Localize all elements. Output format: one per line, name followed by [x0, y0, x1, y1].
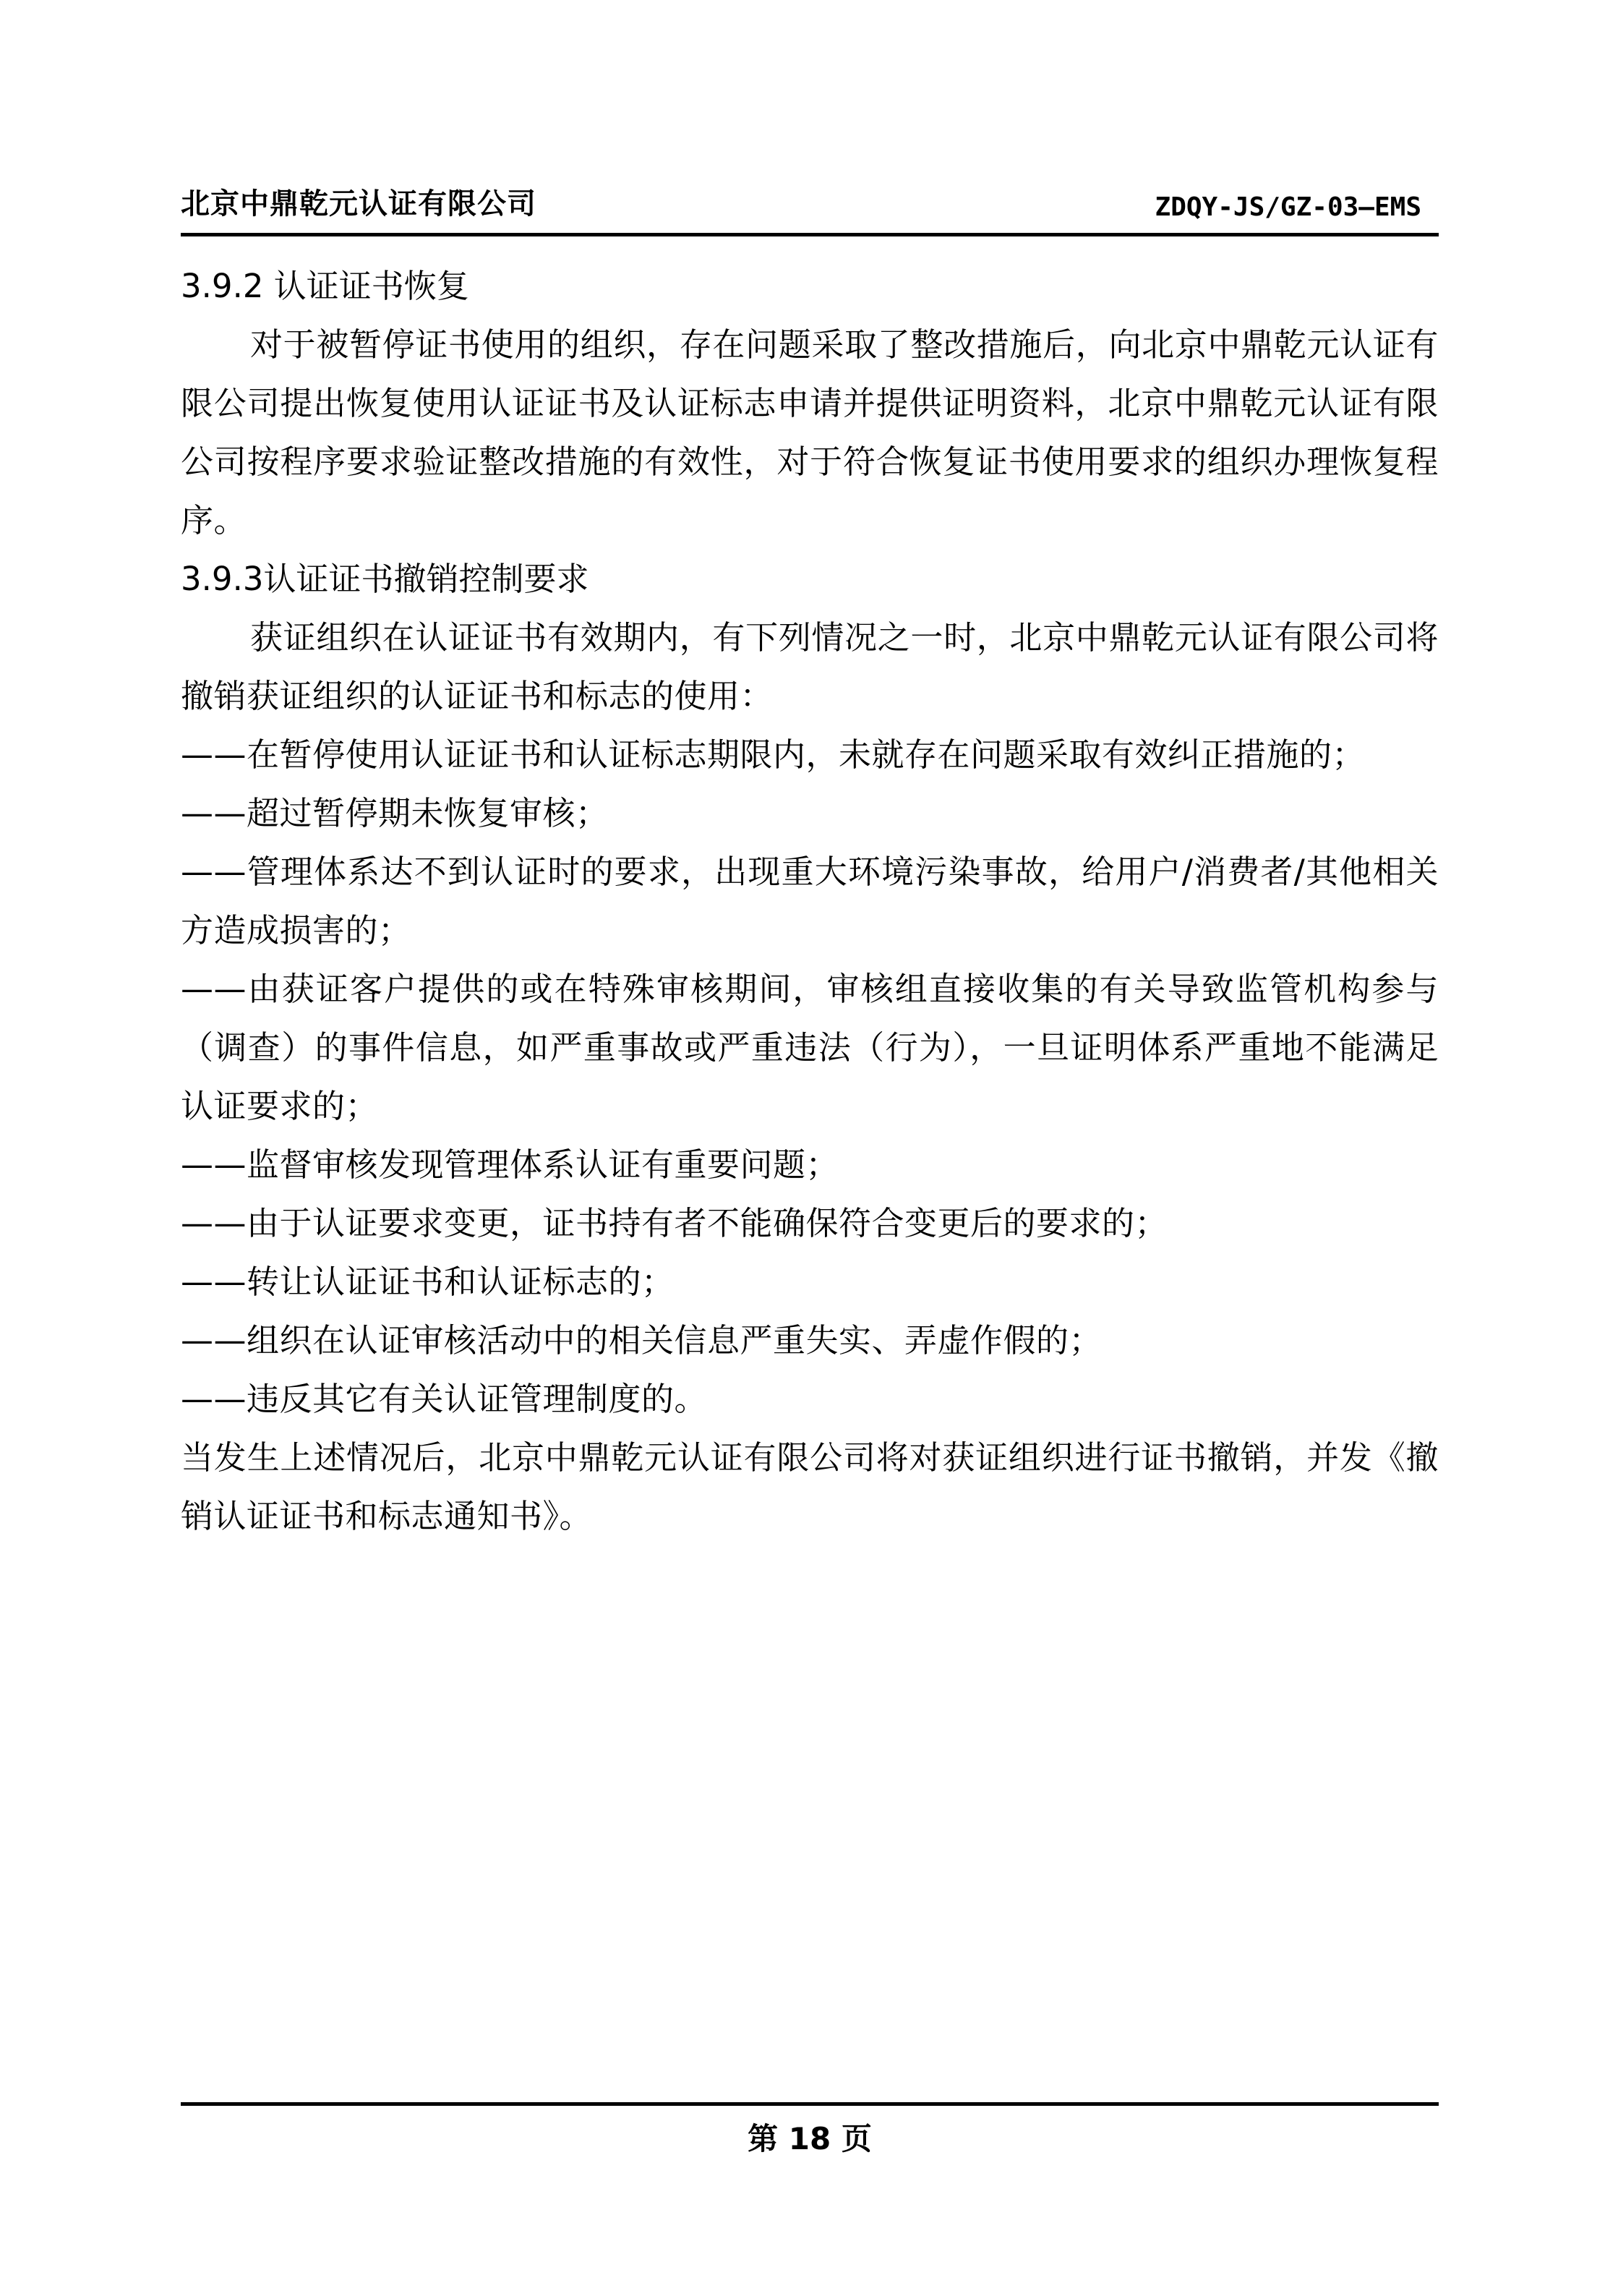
document-body	[181, 257, 1439, 1545]
section-3-9-3-paragraph-1: 获证组织在认证证书有效期内，有下列情况之一时，北京中鼎乾元认证有限公司将撤销获证组织的认证证书和标志的使用：	[181, 618, 1439, 715]
list-item: ——在暂停使用认证证书和认证标志期限内，未就存在问题采取有效纠正措施的；	[181, 735, 1366, 774]
list-item: ——由于认证要求变更，证书持有者不能确保符合变更后的要求的；	[181, 1204, 1168, 1242]
section-heading-3-9-3: 3.9.3认证证书撤销控制要求	[181, 560, 589, 598]
header-document-code: ZDQY-JS/GZ-03—EMS	[1155, 192, 1421, 222]
header-divider	[181, 233, 1439, 236]
list-item: ——组织在认证审核活动中的相关信息严重失实、弄虚作假的；	[181, 1321, 1103, 1360]
section-3-9-2-paragraph-1: 对于被暂停证书使用的组织，存在问题采取了整改措施后，向北京中鼎乾元认证有限公司提出恢复使用认证证书及认证标志申请并提供证明资料，北京中鼎乾元认证有限公司按程序要求验证整改措施的有效性，对于符合恢复证书使用要求的组织办理恢复程序。	[181, 325, 1439, 539]
header-company-name: 北京中鼎乾元认证有限公司	[181, 187, 536, 221]
page-content	[181, 0, 1439, 2296]
list-item: ——管理体系达不到认证时的要求，出现重大环境污染事故，给用户/消费者/其他相关方造成损害的；	[181, 853, 1439, 949]
section-heading-3-9-2: 3.9.2 认证证书恢复	[181, 267, 469, 305]
list-item: ——超过暂停期未恢复审核；	[181, 794, 609, 832]
page-header	[181, 181, 1439, 222]
list-item: ——由获证客户提供的或在特殊审核期间，审核组直接收集的有关导致监管机构参与（调查）的事件信息，如严重事故或严重违法（行为），一旦证明体系严重地不能满足认证要求的；	[181, 970, 1439, 1125]
list-item: ——转让认证证书和认证标志的；	[181, 1263, 675, 1301]
page-number: 第 18 页	[748, 2121, 872, 2156]
footer-divider	[181, 2102, 1439, 2106]
list-item: ——违反其它有关认证管理制度的。	[181, 1380, 708, 1418]
section-3-9-3-closing-paragraph: 当发生上述情况后，北京中鼎乾元认证有限公司将对获证组织进行证书撤销，并发《撤销认证证书和标志通知书》。	[181, 1438, 1439, 1535]
list-item: ——监督审核发现管理体系认证有重要问题；	[181, 1145, 839, 1184]
